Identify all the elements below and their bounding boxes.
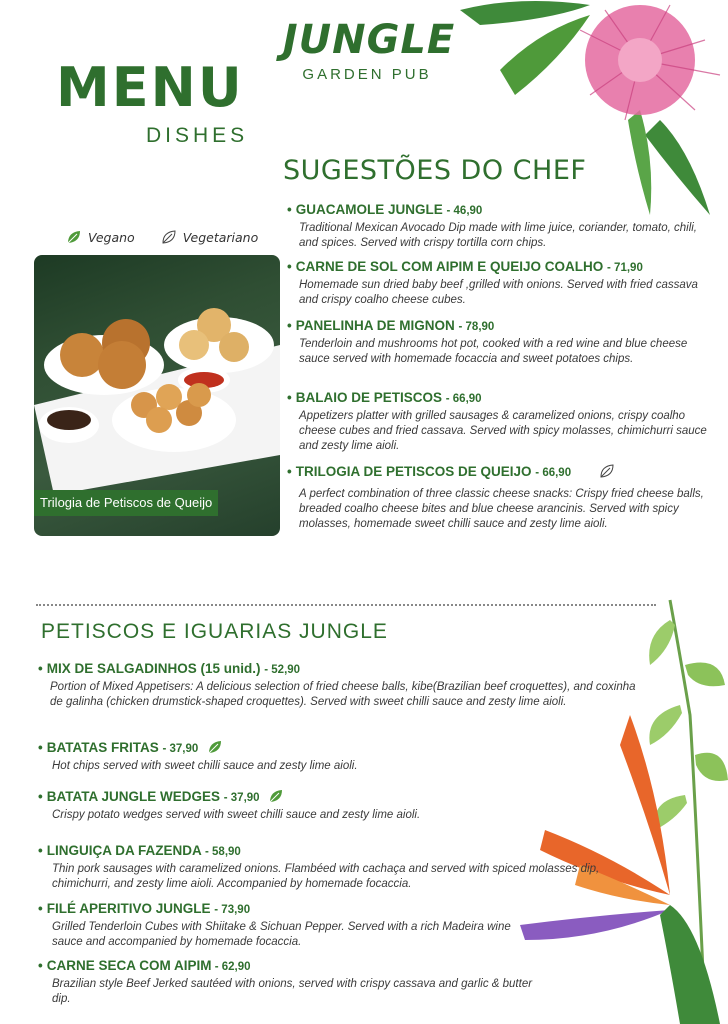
- item-name: FILÉ APERITIVO JUNGLE: [46, 901, 211, 916]
- item-price: - 62,90: [211, 961, 251, 973]
- item-description: Homemade sun dried baby beef ,grilled with onions. Served with fried cassava and crispy coalho cheese cubes.: [299, 279, 698, 306]
- item-description: Tenderloin and mushrooms hot pot, cooked with a red wine and blue cheese sauce served with homemade focaccia and sweet potatoes chips.: [299, 338, 688, 365]
- chef-suggestions-title: SUGESTÕES DO CHEF: [283, 155, 587, 186]
- menu-item: • LINGUIÇA DA FAZENDA - 58,90 Thin pork sausages with caramelized onions. Flambéed with cachaça and served with spiced molasses dip, chimichurri, and zesty lime aioli. Accompanied by homemade focaccia.: [38, 843, 638, 892]
- item-name: GUACAMOLE JUNGLE: [295, 202, 443, 217]
- brand-logo-title: JUNGLE: [282, 17, 456, 63]
- menu-item: • FILÉ APERITIVO JUNGLE - 73,90 Grilled Tenderloin Cubes with Shiitake & Sichuan Pepper. Served with a rich Madeira wine sauce and accompanied by homemade focaccia.: [38, 901, 538, 950]
- dish-photo: [34, 255, 280, 536]
- dishes-heading: DISHES: [146, 124, 249, 147]
- item-description: Traditional Mexican Avocado Dip made with lime juice, coriander, tomato, chili, and spices. Served with crispy tortilla corn chips.: [299, 222, 697, 249]
- item-description: Brazilian style Beef Jerked sautéed with onions, served with crispy cassava and garlic & butter dip.: [52, 978, 533, 1005]
- menu-item: • TRILOGIA DE PETISCOS DE QUEIJO - 66,90 A perfect combination of three classic cheese snacks: Crispy fried cheese balls, breaded coalho cheese bites and blue cheese arancinis. Served with spicy molasses, homemade sweet chilli sauce and zesty lime aioli.: [287, 463, 712, 532]
- item-name: BATATAS FRITAS: [46, 740, 159, 755]
- item-price: - 37,90: [162, 743, 199, 755]
- item-name: CARNE SECA COM AIPIM: [46, 958, 212, 973]
- item-price: - 78,90: [458, 321, 495, 333]
- section-divider: [36, 604, 656, 606]
- vegan-leaf-icon: [268, 788, 284, 804]
- item-description: Appetizers platter with grilled sausages & caramelized onions, crispy coalho cheese cubes and fried cassava. Served with spicy molasses, chimichurri sauce and zesty lime aioli.: [299, 410, 707, 452]
- item-price: - 66,90: [535, 467, 572, 479]
- item-price: - 46,90: [446, 205, 483, 217]
- petiscos-section-title: PETISCOS E IGUARIAS JUNGLE: [41, 620, 388, 643]
- item-name: BATATA JUNGLE WEDGES: [46, 789, 220, 804]
- photo-caption: Trilogia de Petiscos de Queijo: [34, 490, 218, 516]
- menu-heading: MENU: [56, 56, 244, 119]
- brand-logo-subtitle: GARDEN PUB: [302, 66, 432, 83]
- menu-item: • BATATA JUNGLE WEDGES - 37,90 Crispy potato wedges served with sweet chilli sauce and zesty lime aioli.: [38, 788, 648, 823]
- item-description: Thin pork sausages with caramelized onions. Flambéed with cachaça and served with spiced molasses dip, chimichurri, and zesty lime aioli. Accompanied by homemade focaccia.: [52, 863, 600, 890]
- legend-vegetarian-label: Vegetariano: [182, 229, 259, 245]
- menu-item: • PANELINHA DE MIGNON - 78,90 Tenderloin and mushrooms hot pot, cooked with a red wine and blue cheese sauce served with homemade focaccia and sweet potatoes chips.: [287, 318, 712, 367]
- vegetarian-leaf-icon: [161, 229, 177, 245]
- item-name: CARNE DE SOL COM AIPIM E QUEIJO COALHO: [295, 259, 604, 274]
- item-name: PANELINHA DE MIGNON: [295, 318, 455, 333]
- item-name: TRILOGIA DE PETISCOS DE QUEIJO: [295, 464, 532, 479]
- item-price: - 71,90: [607, 262, 643, 274]
- menu-item: • CARNE SECA COM AIPIM - 62,90 Brazilian style Beef Jerked sautéed with onions, served with crispy cassava and garlic & butter dip.: [38, 958, 548, 1007]
- menu-item: • MIX DE SALGADINHOS (15 unid.) - 52,90 Portion of Mixed Appetisers: A delicious selection of fried cheese balls, kibe(Brazilian beef croquettes), and coxinha de galinha (chicken drumstick-shaped croquettes). Served with sweet chilli sauce and zesty lime aioli.: [38, 661, 648, 710]
- item-description: Portion of Mixed Appetisers: A delicious selection of fried cheese balls, kibe(Brazilian beef croquettes), and coxinha de galinha (chicken drumstick-shaped croquettes). Served with sweet chilli sauce and zesty lime aioli.: [50, 681, 636, 708]
- item-price: - 66,90: [445, 393, 482, 405]
- vegetarian-leaf-icon: [599, 463, 615, 479]
- menu-item: • GUACAMOLE JUNGLE - 46,90 Traditional Mexican Avocado Dip made with lime juice, coriander, tomato, chili, and spices. Served with crispy tortilla corn chips.: [287, 202, 712, 251]
- legend-vegan-label: Vegano: [88, 229, 135, 245]
- item-description: Hot chips served with sweet chilli sauce and zesty lime aioli.: [52, 760, 358, 772]
- item-price: - 73,90: [214, 904, 251, 916]
- item-name: BALAIO DE PETISCOS: [295, 390, 442, 405]
- item-price: - 52,90: [264, 664, 301, 676]
- vegan-leaf-icon: [66, 229, 82, 245]
- tropical-flower-top-decoration: [440, 0, 728, 230]
- diet-legend: [66, 229, 258, 245]
- item-description: Crispy potato wedges served with sweet chilli sauce and zesty lime aioli.: [52, 809, 421, 821]
- item-price: - 58,90: [205, 846, 241, 858]
- item-price: - 37,90: [223, 792, 260, 804]
- menu-item: • CARNE DE SOL COM AIPIM E QUEIJO COALHO - 71,90 Homemade sun dried baby beef ,grilled with onions. Served with fried cassava and crispy coalho cheese cubes.: [287, 259, 712, 308]
- item-description: A perfect combination of three classic cheese snacks: Crispy fried cheese balls, breaded coalho cheese bites and blue cheese arancinis. Served with spicy molasses, homemade sweet chilli sauce and zesty lime aioli.: [299, 488, 704, 530]
- menu-item: • BALAIO DE PETISCOS - 66,90 Appetizers platter with grilled sausages & caramelized onions, crispy coalho cheese cubes and fried cassava. Served with spicy molasses, chimichurri sauce and zesty lime aioli.: [287, 390, 712, 454]
- item-description: Grilled Tenderloin Cubes with Shiitake & Sichuan Pepper. Served with a rich Madeira wine sauce and accompanied by homemade focaccia.: [52, 921, 511, 948]
- vegan-leaf-icon: [207, 739, 223, 755]
- menu-item: • BATATAS FRITAS - 37,90 Hot chips served with sweet chilli sauce and zesty lime aioli.: [38, 739, 648, 774]
- item-name: LINGUIÇA DA FAZENDA: [46, 843, 202, 858]
- item-name: MIX DE SALGADINHOS (15 unid.): [46, 661, 261, 676]
